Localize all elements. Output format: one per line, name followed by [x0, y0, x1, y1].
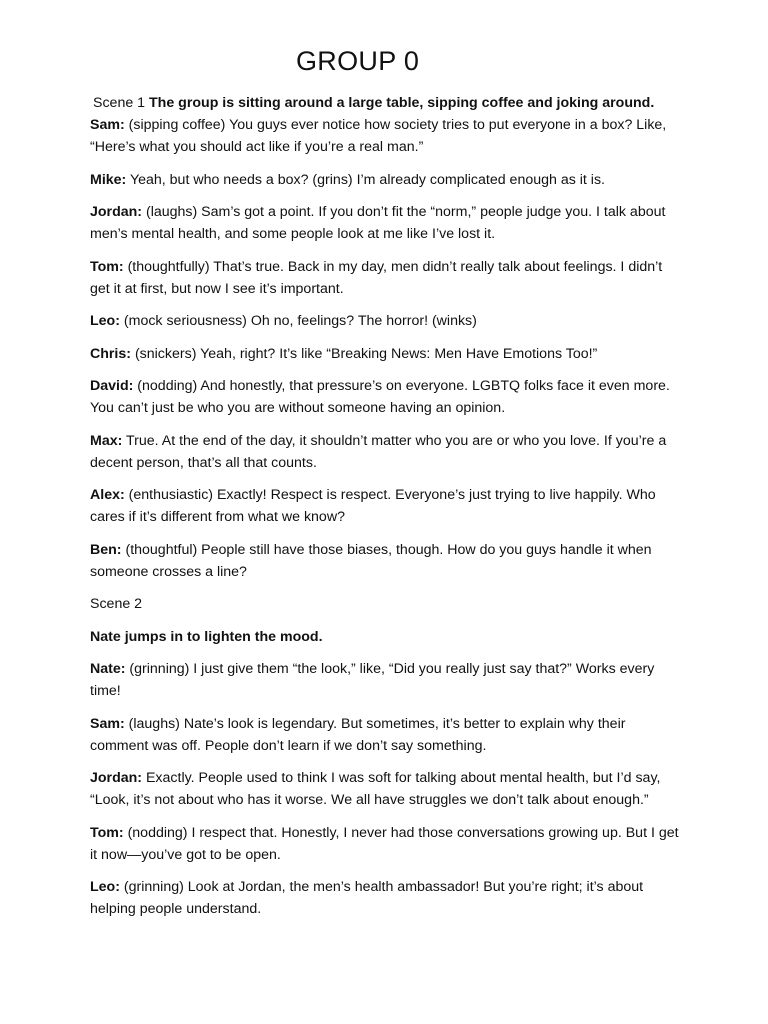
dialogue-text: Exactly. People used to think I was soft for talking about mental health, but I’d say, “Look, it’s not about who has it worse. We all have struggles we don’t talk about enough.” [90, 770, 661, 808]
scene-1-label: Scene 1 [93, 95, 146, 111]
dialogue-text: (mock seriousness) Oh no, feelings? The horror! (winks) [119, 313, 477, 329]
speaker-name: Sam: [90, 117, 125, 133]
dialogue-line [90, 658, 682, 702]
dialogue-text: (snickers) Yeah, right? It’s like “Breaking News: Men Have Emotions Too!” [131, 345, 598, 362]
dialogue-text: (grinning) Look at Jordan, the men’s health ambassador! But you’re right; it’s about helping people understand. [90, 879, 644, 917]
dialogue-text: (laughs) Sam’s got a point. If you don’t fit the “norm,” people judge you. I talk about men’s mental health, and some people look at me like I’ve lost it. [90, 204, 666, 242]
dialogue-text: (thoughtfully) That’s true. Back in my day, men didn’t really talk about feelings. I didn’t get it at first, but now I see it’s important. [90, 258, 663, 297]
dialogue-line [90, 375, 682, 419]
dialogue-line [90, 201, 682, 245]
scene-2-description: Nate jumps in to lighten the mood. [90, 628, 323, 645]
dialogue-line [90, 114, 682, 158]
speaker-name: Chris: [90, 345, 131, 362]
dialogue-text: (enthusiastic) Exactly! Respect is respect. Everyone’s just trying to live happily. Who cares if it’s different from what we know? [90, 487, 656, 525]
speaker-name: Jordan: [90, 770, 143, 786]
scene-1-description: The group is sitting around a large table, sipping coffee and joking around. [149, 95, 655, 111]
dialogue-line [90, 343, 682, 365]
speaker-name: David: [90, 378, 134, 394]
dialogue-text: (grinning) I just give them “the look,” like, “Did you really just say that?” Works every time! [90, 661, 655, 699]
dialogue-text: (nodding) I respect that. Honestly, I never had those conversations growing up. But I get it now—you’ve got to be open. [90, 824, 679, 863]
speaker-name: Tom: [90, 824, 124, 841]
speaker-name: Leo: [90, 313, 120, 329]
speaker-name: Tom: [90, 258, 124, 275]
dialogue-text: (nodding) And honestly, that pressure’s on everyone. LGBTQ folks face it even more. You can’t just be who you are without someone having an opinion. [90, 378, 670, 416]
speaker-name: Ben: [90, 541, 122, 558]
speaker-name: Alex: [90, 487, 125, 503]
dialogue-line [90, 539, 682, 583]
speaker-name: Nate: [90, 661, 126, 677]
dialogue-line [90, 822, 682, 866]
speaker-name: Jordan: [90, 204, 143, 220]
dialogue-line [90, 169, 682, 191]
scene-1-heading [90, 92, 682, 114]
dialogue-text: True. At the end of the day, it shouldn’t matter who you are or who you love. If you’re a decent person, that’s all that counts. [90, 432, 667, 471]
speaker-name: Leo: [90, 879, 120, 895]
dialogue-line [90, 430, 682, 474]
dialogue-text: (sipping coffee) You guys ever notice how society tries to put everyone in a box? Like, “Here’s what you should act like if you’re a real man.” [90, 117, 667, 155]
dialogue-text: Yeah, but who needs a box? (grins) I’m already complicated enough as it is. [126, 171, 605, 188]
dialogue-line [90, 256, 682, 300]
dialogue-line [90, 310, 682, 332]
document-title: GROUP 0 [296, 46, 420, 76]
dialogue-line [90, 767, 682, 811]
dialogue-line [90, 876, 682, 920]
script-body [90, 92, 682, 931]
dialogue-text: (thoughtful) People still have those biases, though. How do you guys handle it when someone crosses a line? [90, 541, 652, 580]
dialogue-line [90, 713, 682, 757]
speaker-name: Mike: [90, 171, 127, 188]
speaker-name: Max: [90, 432, 123, 449]
speaker-name: Sam: [90, 715, 125, 732]
scene-2-heading: Scene 2 [90, 596, 143, 612]
dialogue-text: (laughs) Nate’s look is legendary. But sometimes, it’s better to explain why their comment was off. People don’t learn if we don’t say something. [90, 715, 626, 754]
dialogue-line [90, 484, 682, 528]
